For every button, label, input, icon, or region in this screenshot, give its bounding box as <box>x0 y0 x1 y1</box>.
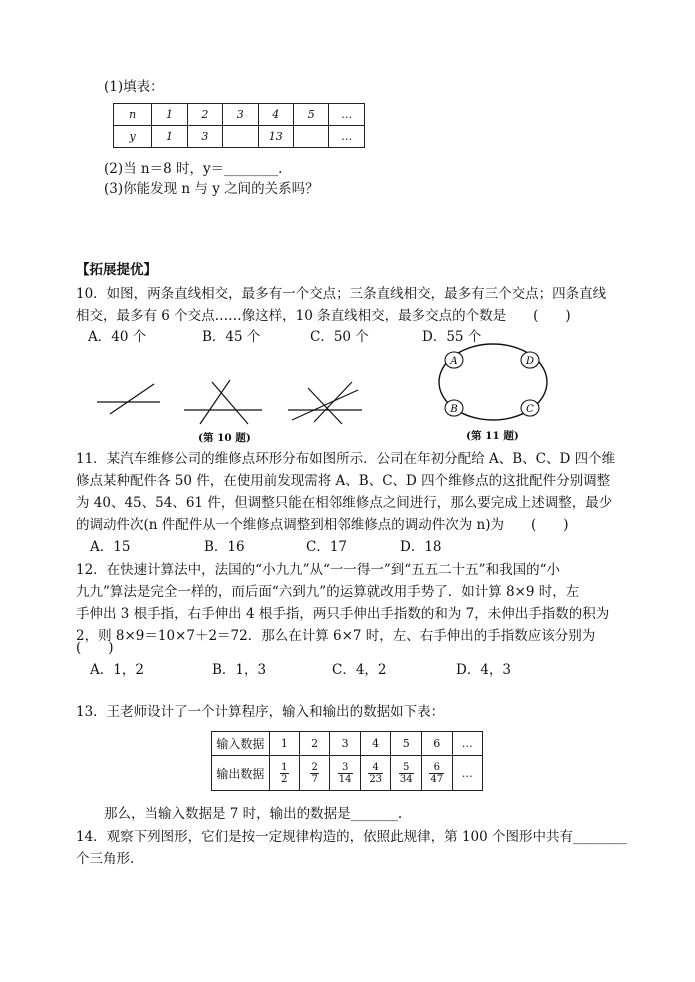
denominator: 34 <box>399 773 413 785</box>
q12-line: 2，则 8×9＝10×7＋2＝72．那么在计算 6×7 时，左、右手伸出的手指数应该分别为 <box>76 628 596 644</box>
denominator: 14 <box>338 773 352 785</box>
q10-option-d: D．55 个 <box>422 329 482 345</box>
q11-option-a: A．15 <box>90 539 131 555</box>
node-a-label: A <box>450 356 458 367</box>
n-row <box>114 104 365 126</box>
table-cell: … <box>329 126 365 148</box>
q12-option-a: A．1，2 <box>90 662 144 678</box>
y-row <box>114 126 365 148</box>
table-cell: 4 <box>360 732 391 756</box>
table-cell <box>391 756 422 791</box>
q12-line: ( ) <box>76 640 114 656</box>
denominator: 23 <box>369 773 383 785</box>
table-cell: 5 <box>294 104 329 126</box>
node-b <box>445 400 463 416</box>
q11-option-d: D．18 <box>400 539 442 555</box>
numerator: 6 <box>429 762 444 774</box>
table-cell <box>330 756 361 791</box>
numerator: 1 <box>281 761 288 773</box>
line-3c <box>212 382 248 424</box>
line-3b <box>200 380 230 424</box>
intersecting-lines-diagram <box>92 378 372 426</box>
q12-option-b: B．1，3 <box>212 662 267 678</box>
question-3: (3)你能发现 n 与 y 之间的关系吗？ <box>104 181 319 197</box>
table-cell: 6 <box>422 732 453 756</box>
denominator: 2 <box>281 773 288 785</box>
q14-line: 14．观察下列图形，它们是按一定规律构造的，依照此规律，第 100 个图形中共有________ <box>76 829 628 845</box>
table-cell: … <box>452 732 482 756</box>
line-2b <box>110 384 154 414</box>
q12-line: 12．在快速计算法中，法国的“小九九”从“一一得一”到“五五二十五”和我国的“小 <box>76 562 560 578</box>
table-cell: 2 <box>300 732 330 756</box>
table-cell: 3 <box>223 104 258 126</box>
repair-ring-diagram <box>436 340 552 426</box>
line-4d <box>308 388 342 424</box>
table-cell: n <box>114 104 152 126</box>
numerator: 4 <box>368 762 383 774</box>
fraction <box>399 762 414 785</box>
table-cell <box>300 756 330 791</box>
q12-option-d: D．4，3 <box>456 662 512 678</box>
q12-option-c: C．4，2 <box>332 662 387 678</box>
q13-line: 13．王老师设计了一个计算程序，输入和输出的数据如下表： <box>76 704 445 720</box>
table-cell: 1 <box>152 104 187 126</box>
fill-table-label: (1)填表： <box>104 79 164 95</box>
table-cell: 2 <box>187 104 222 126</box>
table-cell <box>223 126 258 148</box>
table-cell <box>294 126 329 148</box>
table-cell: 4 <box>258 104 294 126</box>
table-cell: 3 <box>330 732 361 756</box>
fraction <box>368 762 383 785</box>
table-cell: 3 <box>187 126 222 148</box>
q10-option-a: A．40 个 <box>88 329 147 345</box>
node-d <box>521 352 539 368</box>
question-2: (2)当 n＝8 时，y＝________. <box>104 161 283 177</box>
section-title: 【拓展提优】 <box>76 262 157 278</box>
table-cell: … <box>452 756 482 791</box>
q14-line: 个三角形. <box>76 851 135 867</box>
q11-figure <box>436 340 552 430</box>
table-cell: 1 <box>269 732 299 756</box>
fraction <box>338 762 353 785</box>
output-row <box>212 756 483 791</box>
line-4b <box>292 390 358 420</box>
table-cell: … <box>329 104 365 126</box>
q10-option-c: C．50 个 <box>310 329 369 345</box>
numerator: 2 <box>311 761 318 773</box>
table-cell <box>360 756 391 791</box>
fraction <box>280 762 288 785</box>
q11-line: 11．某汽车维修公司的维修点环形分布如图所示．公司在年初分配给 A、B、C、D 四个维 <box>76 451 616 467</box>
input-row <box>212 732 483 756</box>
node-c-label: C <box>526 404 534 415</box>
table-cell: y <box>114 126 152 148</box>
q10-caption: (第 10 题) <box>198 432 251 444</box>
q13-answer-line: 那么，当输入数据是 7 时，输出的数据是_______. <box>104 806 403 822</box>
node-b-label: B <box>450 404 458 415</box>
fraction <box>429 762 444 785</box>
fraction <box>310 762 318 785</box>
n-y-table <box>113 103 365 148</box>
q10-figure <box>92 378 372 430</box>
table-cell: 1 <box>152 126 187 148</box>
q10-line: 10．如图，两条直线相交，最多有一个交点；三条直线相交，最多有三个交点；四条直线 <box>76 286 607 302</box>
q11-option-b: B．16 <box>204 539 245 555</box>
line-4c <box>314 382 352 422</box>
numerator: 3 <box>338 762 353 774</box>
q10-line: 相交，最多有 6 个交点……像这样，10 条直线相交，最多交点的个数是 ( ) <box>76 308 571 324</box>
q10-option-b: B．45 个 <box>202 329 261 345</box>
q11-line: 为 40、45、54、61 件，但调整只能在相邻维修点之间进行，那么要完成上述调整，最少 <box>76 495 613 511</box>
table-cell <box>422 756 453 791</box>
denominator: 47 <box>430 773 444 785</box>
input-label: 输入数据 <box>212 732 270 756</box>
table-cell: 5 <box>391 732 422 756</box>
numerator: 5 <box>399 762 414 774</box>
table-cell: 13 <box>258 126 294 148</box>
q11-caption: (第 11 题) <box>466 430 519 442</box>
node-a <box>445 352 463 368</box>
table-cell <box>269 756 299 791</box>
output-label: 输出数据 <box>212 756 270 791</box>
node-c <box>521 400 539 416</box>
q12-line: 手伸出 3 根手指，右手伸出 4 根手指，两只手伸出手指数的和为 7，未伸出手指数的积为 <box>76 606 610 622</box>
q11-line: 修点某种配件各 50 件，在使用前发现需将 A、B、C、D 四个维修点的这批配件分别调整 <box>76 473 611 489</box>
denominator: 7 <box>311 773 318 785</box>
node-d-label: D <box>525 356 535 367</box>
q11-line: 的调动件次(n 件配件从一个维修点调整到相邻维修点的调动件次为 n)为 ( ) <box>76 517 569 533</box>
q12-line: 九九”算法是完全一样的，而后面“六到九”的运算就改用手势了．如计算 8×9 时，左 <box>76 584 580 600</box>
program-io-table <box>211 731 483 791</box>
q11-option-c: C．17 <box>306 539 348 555</box>
